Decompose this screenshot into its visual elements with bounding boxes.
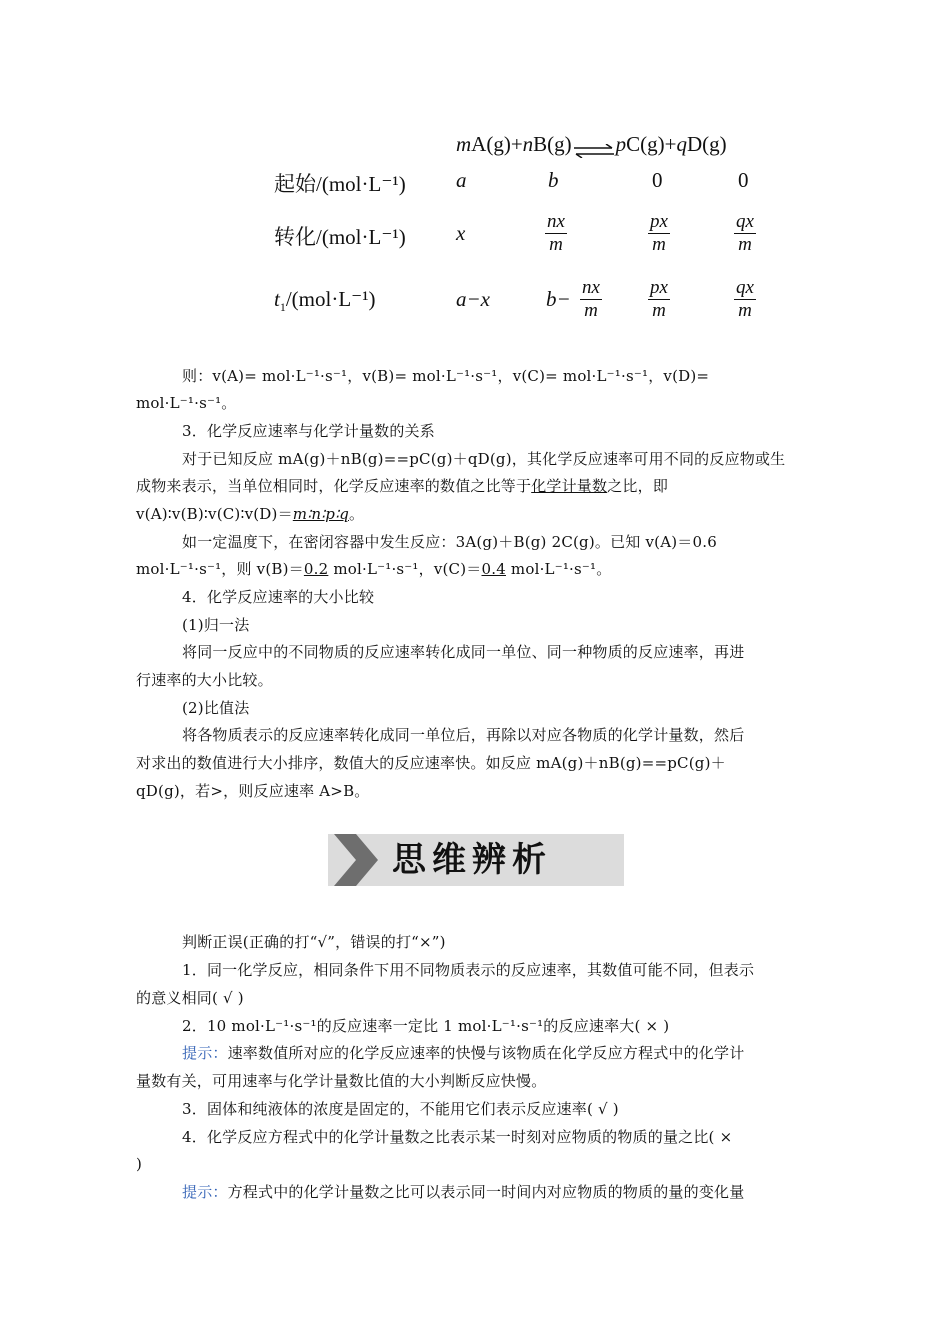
change-c-fraction: $\frac{px}{m}$ [650, 211, 668, 255]
row-change-label: 转化/(mol·L⁻¹) [274, 225, 406, 249]
start-c: 0 [652, 168, 663, 192]
quiz-item: 1．同一化学反应，相同条件下用不同物质表示的反应速率，其数值可能不同，但表示 [182, 961, 755, 979]
text-line: 则：v(A)= mol·L⁻¹·s⁻¹，v(B)= mol·L⁻¹·s⁻¹，v(C)= mol·L⁻¹·s⁻¹，v(D)= [182, 367, 710, 385]
text-line: 行速率的大小比较。 [136, 671, 273, 689]
change-a: x [456, 221, 466, 245]
species-d: D(g) [687, 132, 727, 156]
start-b: b [548, 168, 559, 192]
section-heading: 4．化学反应速率的大小比较 [182, 588, 375, 606]
quiz-item: 3．固体和纯液体的浓度是固定的，不能用它们表示反应速率( √ ) [182, 1100, 619, 1118]
quiz-intro: 判断正误(正确的打“√”，错误的打“×”) [182, 933, 446, 951]
start-a: a [456, 168, 467, 192]
subsection-heading: (2)比值法 [182, 699, 250, 717]
quiz-item: 4．化学反应方程式中的化学计量数之比表示某一时刻对应物质的物质的量之比( × [182, 1128, 733, 1146]
equilibrium-arrow-icon [572, 139, 616, 153]
text-line: qD(g)，若>，则反应速率 A>B。 [136, 782, 370, 800]
text-line: mol·L⁻¹·s⁻¹。 [136, 394, 237, 412]
coef-n: n [522, 132, 534, 156]
section-heading: 3．化学反应速率与化学计量数的关系 [182, 422, 435, 440]
banner-title: 思维辨析 [392, 840, 552, 880]
change-d-fraction: $\frac{qx}{m}$ [736, 211, 754, 255]
text-line: 对于已知反应 mA(g)＋nB(g)==pC(g)＋qD(g)，其化学反应速率可用不同的反应物或生 [182, 450, 786, 468]
hint-line: 量数有关，可用速率与化学计量数比值的大小判断反应快慢。 [136, 1072, 547, 1090]
t1-d-fraction: $\frac{qx}{m}$ [736, 277, 754, 321]
row-t1-label: $t_1/(mol\cdot L^{-1})$ [274, 287, 376, 315]
reaction-equation [456, 132, 727, 157]
species-a: A(g)+ [471, 132, 523, 156]
hint-line: 提示：速率数值所对应的化学反应速率的快慢与该物质在化学反应方程式中的化学计 [182, 1044, 745, 1062]
text-line: mol·L⁻¹·s⁻¹，则 v(B)＝0.2 mol·L⁻¹·s⁻¹，v(C)＝0.4 mol·L⁻¹·s⁻¹。 [136, 560, 612, 578]
species-b: B(g) [533, 132, 572, 156]
change-b-fraction: $\frac{nx}{m}$ [547, 211, 565, 255]
coef-q: q [676, 132, 688, 156]
chevron-right-icon [328, 834, 388, 886]
text-line: 如一定温度下，在密闭容器中发生反应：3A(g)＋B(g) 2C(g)。已知 v(A)＝0.6 [182, 533, 717, 551]
text-line: 成物来表示，当单位相同时，化学反应速率的数值之比等于化学计量数之比，即 [136, 477, 669, 495]
coef-p: p [615, 132, 627, 156]
text-line: 将各物质表示的反应速率转化成同一单位后，再除以对应各物质的化学计量数，然后 [182, 726, 745, 744]
t1-b-fraction: $\frac{nx}{m}$ [582, 277, 600, 321]
t1-b-prefix: b− [546, 287, 571, 311]
hint-label: 提示： [182, 1183, 228, 1201]
hint-line: 提示：方程式中的化学计量数之比可以表示同一时间内对应物质的物质的量的变化量 [182, 1183, 745, 1201]
start-d: 0 [738, 168, 749, 192]
t1-c-fraction: $\frac{px}{m}$ [650, 277, 668, 321]
subsection-heading: (1)归一法 [182, 616, 250, 634]
t1-a: a−x [456, 287, 490, 311]
hint-label: 提示： [182, 1044, 228, 1062]
quiz-item: ) [136, 1155, 143, 1173]
text-line: v(A)∶v(B)∶v(C)∶v(D)＝m∶n∶p∶q。 [136, 505, 365, 523]
species-c: C(g)+ [626, 132, 677, 156]
text-line: 对求出的数值进行大小排序，数值大的反应速率快。如反应 mA(g)＋nB(g)==pC(g)＋ [136, 754, 726, 772]
coef-m: m [456, 132, 472, 156]
row-start-label: 起始/(mol·L⁻¹) [274, 172, 406, 196]
quiz-item: 的意义相同( √ ) [136, 989, 244, 1007]
quiz-item: 2．10 mol·L⁻¹·s⁻¹的反应速率一定比 1 mol·L⁻¹·s⁻¹的反应速率大( × ) [182, 1017, 670, 1035]
text-line: 将同一反应中的不同物质的反应速率转化成同一单位、同一种物质的反应速率，再进 [182, 643, 745, 661]
